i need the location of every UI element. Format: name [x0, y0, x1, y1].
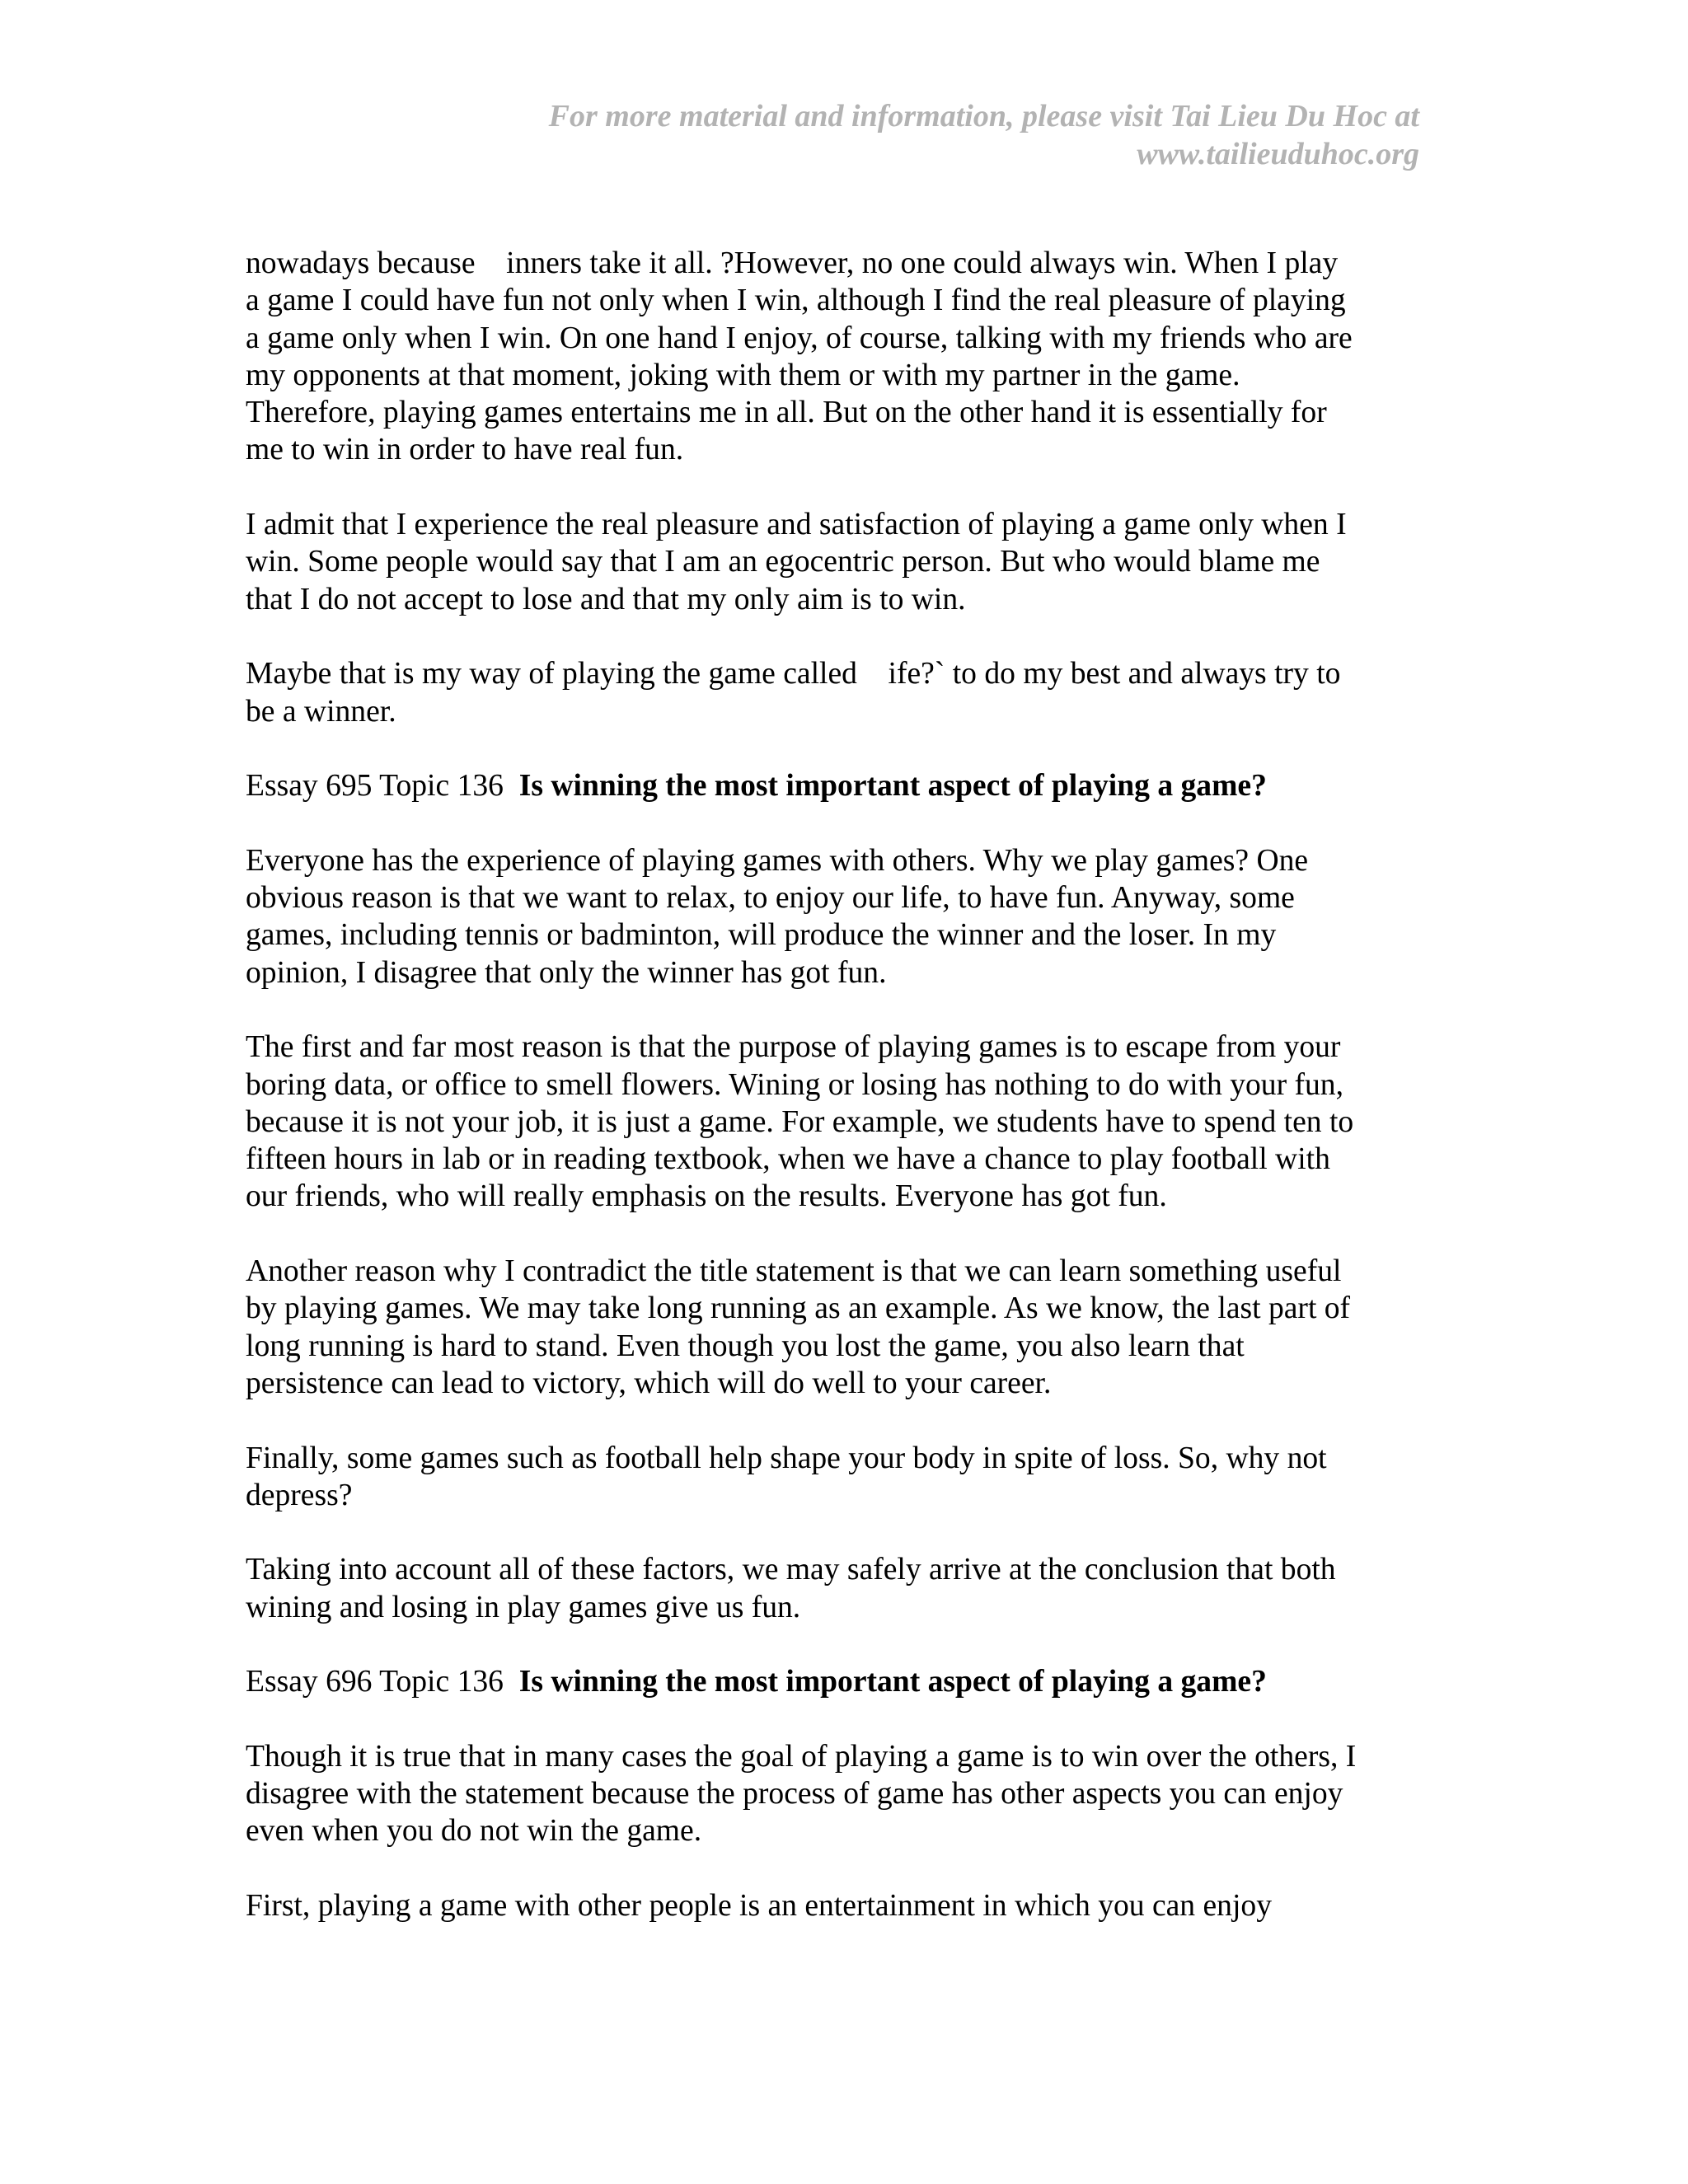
text-line: a game only when I win. On one hand I enjoy, of course, talking with my friends who are [246, 321, 1353, 355]
text-line: First, playing a game with other people is an entertainment in which you can enjoy [246, 1889, 1272, 1924]
essay-heading [246, 1663, 1457, 1700]
essay-label: Essay 696 Topic 136 [246, 1665, 504, 1699]
essay-label: Essay 695 Topic 136 [246, 769, 504, 804]
text-line: wining and losing in play games give us fun. [246, 1590, 801, 1624]
text-line: win. Some people would say that I am an egocentric person. But who would blame me [246, 545, 1320, 579]
header-website: www.tailieuduhoc.org [1137, 137, 1419, 171]
text-line: a game I could have fun not only when I win, although I find the real pleasure of playing [246, 284, 1346, 318]
paragraph [246, 1887, 1457, 1924]
text-line: long running is hard to stand. Even though you lost the game, you also learn that [246, 1329, 1245, 1363]
paragraph [246, 506, 1457, 618]
text-line: my opponents at that moment, joking with them or with my partner in the game. [246, 358, 1240, 392]
text-line: The first and far most reason is that the purpose of playing games is to escape from your [246, 1030, 1341, 1065]
essay-title: Is winning the most important aspect of playing a game? [518, 769, 1267, 804]
paragraph [246, 1551, 1457, 1626]
paragraph [246, 1440, 1457, 1515]
text-line: Though it is true that in many cases the goal of playing a game is to win over the others, I [246, 1739, 1357, 1774]
text-line: our friends, who will really emphasis on the results. Everyone has got fun. [246, 1179, 1167, 1214]
document-body [246, 245, 1457, 1962]
text-line: because it is not your job, it is just a game. For example, we students have to spend ten to [246, 1104, 1354, 1139]
text-line: Maybe that is my way of playing the game called ife?` to do my best and always try to [246, 657, 1341, 691]
text-line: nowadays because inners take it all. ?However, no one could always win. When I play [246, 246, 1339, 280]
paragraph [246, 842, 1457, 991]
essay-title: Is winning the most important aspect of playing a game? [518, 1665, 1267, 1699]
text-line: obvious reason is that we want to relax, to enjoy our life, to have fun. Anyway, some [246, 881, 1295, 916]
text-line: boring data, or office to smell flowers. Wining or losing has nothing to do with your fun, [246, 1067, 1343, 1102]
text-line: even when you do not win the game. [246, 1814, 702, 1849]
text-line: depress? [246, 1478, 353, 1512]
paragraph [246, 1029, 1457, 1215]
text-line: that I do not accept to lose and that my only aim is to win. [246, 582, 966, 616]
text-line: Finally, some games such as football help shape your body in spite of loss. So, why not [246, 1441, 1327, 1475]
header-line-1: For more material and information, please visit Tai Lieu Du Hoc at [548, 99, 1419, 134]
text-line: fifteen hours in lab or in reading textbook, when we have a chance to play football with [246, 1142, 1330, 1177]
text-line: opinion, I disagree that only the winner has got fun. [246, 955, 887, 990]
text-line: Taking into account all of these factors, we may safely arrive at the conclusion that both [246, 1553, 1336, 1587]
text-line: I admit that I experience the real pleasure and satisfaction of playing a game only when I [246, 508, 1347, 542]
page-header [348, 97, 1419, 173]
paragraph [246, 655, 1457, 730]
text-line: disagree with the statement because the process of game has other aspects you can enjoy [246, 1777, 1343, 1811]
essay-heading [246, 767, 1457, 804]
text-line: Another reason why I contradict the title statement is that we can learn something useful [246, 1254, 1342, 1289]
text-line: be a winner. [246, 694, 396, 729]
paragraph [246, 1738, 1457, 1850]
paragraph [246, 245, 1457, 469]
text-line: Everyone has the experience of playing games with others. Why we play games? One [246, 843, 1309, 878]
text-line: persistence can lead to victory, which will do well to your career. [246, 1366, 1052, 1400]
text-line: by playing games. We may take long running as an example. As we know, the last part of [246, 1291, 1351, 1326]
text-line: me to win in order to have real fun. [246, 433, 684, 467]
text-line: Therefore, playing games entertains me in all. But on the other hand it is essentially for [246, 396, 1327, 430]
text-line: games, including tennis or badminton, will produce the winner and the loser. In my [246, 918, 1277, 953]
paragraph [246, 1253, 1457, 1402]
